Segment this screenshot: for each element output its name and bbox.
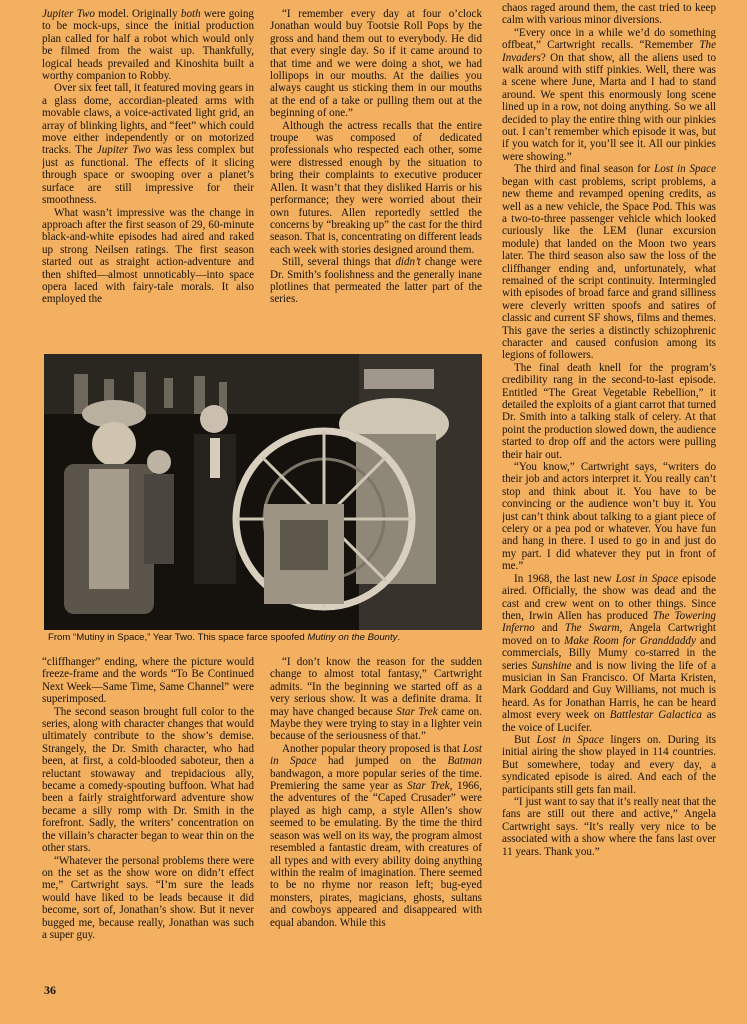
paragraph bbox=[502, 163, 716, 362]
paragraph: Although the actress recalls that the entire troupe was composed of dedicated professionals who respected each other, some were distressed enough by the situation to bring their complaints to executive producer Allen. It wasn’t that they disliked Harris or his performance; they were worried about their own futures. Allen reportedly settled the concerns by “breaking up” the cast for the third season. That is, concentrating on different leads each week with stories designed around them. bbox=[270, 119, 482, 256]
photo-caption: From “Mutiny in Space,” Year Two. This space farce spoofed Mutiny on the Bounty. bbox=[48, 632, 401, 643]
emphasis: Lost in Space bbox=[270, 742, 482, 768]
paragraph bbox=[270, 743, 482, 929]
film-still-photo bbox=[44, 354, 482, 630]
paragraph bbox=[270, 256, 482, 306]
paragraph-text: and bbox=[541, 622, 558, 635]
emphasis: Battlestar Galactica bbox=[609, 709, 702, 722]
emphasis: The Invaders bbox=[502, 39, 716, 64]
paragraph-text: Still, several things that bbox=[282, 256, 392, 269]
emphasis: Jupiter Two bbox=[96, 144, 151, 157]
emphasis: Batman bbox=[447, 755, 482, 768]
paragraph-text: “Every once in a while we’d do something offbeat,” Cartwright recalls. “Remember bbox=[502, 26, 716, 52]
paragraph-text: episode aired. Officially, the show was dead and the cast and crew went on to other things. Since then, Irwin Allen has produced bbox=[502, 572, 716, 622]
paragraph bbox=[502, 573, 716, 734]
paragraph-text: and is now living the life of a musician in San Francisco. Of Marta Kristen, Mark Goddard and Guy Williams, not much is heard. As for Jonathan Harris, he can be heard almost every week on bbox=[502, 659, 716, 722]
paragraph: “You know,” Cartwright says, “writers do their job and actors interpret it. You really can’t stop and think about it. You have to be convincing or the audience won’t buy it. You just can’t think about talking to a giant piece of celery or a pea pod or whatever. You have fun and hang in there. I used to go in and just do my part. I did whatever they put in front of me.” bbox=[502, 461, 716, 573]
paragraph bbox=[42, 8, 254, 82]
column-2-top bbox=[270, 8, 482, 352]
paragraph bbox=[502, 27, 716, 163]
emphasis: Sunshine bbox=[531, 659, 572, 672]
emphasis: The Swarm, bbox=[564, 622, 623, 635]
paragraph-text: The third and final season for bbox=[514, 163, 651, 176]
paragraph-text: was less complex but just as functional. The effects of it slicing through space or swooping over a planet’s surface are still impressive for their smoothness. bbox=[42, 144, 254, 207]
emphasis: Make Room for Granddaddy bbox=[564, 634, 696, 647]
paragraph: The second season brought full color to the series, along with character changes that would ultimately contribute to the show’s demise. Strangely, the Dr. Smith character, who had been, at first, a cold-blooded saboteur, then a reluctant stowaway and trepidacious ally, became a comedy-spouting buffoon. What had been a fairly straightforward adventure show became a silly romp with Dr. Smith in the forefront. Sadly, the writers’ concentration on the villain’s character began to wear thin on the other stars. bbox=[42, 705, 254, 855]
paragraph-text: 1966, the adventures of the “Caped Crusader” were played as high camp, a style Allen’s show seemed to be emulating. By the time the third season was well on its way, the program almost resembled a fantastic dream, with creatures of all types and with every ability doing anything within the realm of imagination. There seemed to be no rhyme nor reason left; bug-eyed monsters, pirates, magicians, ghosts, sultans and cowboys appeared and disappeared with equal abandon. While this bbox=[270, 780, 482, 929]
column-1-top bbox=[42, 8, 254, 352]
emphasis: Lost in Space bbox=[615, 572, 679, 585]
emphasis: The Towering Inferno bbox=[502, 609, 716, 635]
column-2-bottom bbox=[270, 656, 482, 982]
paragraph-text: began with cast problems, script problems, a new theme and revamped opening credits, as well as a new vehicle, the Space Pod. This was a two-to-three passenger vehicle which looked curiously like the LEM (lunar excursion module) that landed on the Moon two years later. The third season also saw the loss of the cliffhanger ending and, unfortunately, what remained of the script continuity. Intermingled with episodes of broad farce and grand silliness were cleverly written spoofs and satires of classic and current SF shows, films and themes. This gave the series a distinctly schizophrenic character and caused confusion among its legions of followers. bbox=[502, 175, 716, 362]
emphasis: Lost in Space bbox=[654, 163, 716, 176]
paragraph bbox=[270, 656, 482, 743]
caption-text: From “Mutiny in Space,” Year Two. This space farce spoofed bbox=[48, 632, 305, 643]
paragraph-text: In 1968, the last new bbox=[514, 572, 612, 585]
paragraph: “cliffhanger” ending, where the picture would freeze-frame and the words “To Be Continued Next Week—Same Time, Same Channel” were superimposed. bbox=[42, 656, 254, 706]
paragraph bbox=[502, 734, 716, 796]
paragraph: “I remember every day at four o’clock Jonathan would buy Tootsie Roll Pops by the gross and hand them out to everybody. He did that every single day. So if it came around to that time and we were doing a shot, we had lollipops in our mouths. At the dailies you always caught us sticking them in our mouths at the end of a take or pulling them out at the beginning of one.” bbox=[270, 8, 482, 120]
emphasis: didn’t bbox=[395, 256, 421, 269]
photo-illustration bbox=[44, 354, 482, 630]
paragraph-text: came on. Maybe they were trying to stay in a lighter vein because of the seriousness of that.” bbox=[270, 705, 482, 743]
paragraph-text: as the voice of Lucifer. bbox=[502, 709, 716, 734]
paragraph: “Whatever the personal problems there were on the set as the show wore on didn’t effect me,” Cartwright says. “I’m sure the leads would have liked to be leads because it did become, sort of, Jonathan’s show. But it never bugged me, because really, Jonathan was such a super guy. bbox=[42, 854, 254, 941]
paragraph-text: and commercials, Billy Mumy co-starred in the series bbox=[502, 634, 716, 672]
paragraph-text: lingers on. During its initial airing the show played in 114 countries. But somewhere, today and every day, a syndicated episode is aired. And each of the participants still gets fan mail. bbox=[502, 733, 716, 796]
column-1-bottom bbox=[42, 656, 254, 982]
paragraph-text: model. Originally both were going to be mock-ups, since the initial production plan called for half a robot which would only be filmed from the waist up. Thankfully, logical heads prevailed and Kinoshita built a worthy companion to Robby. bbox=[42, 8, 254, 83]
emphasis: Lost in Space bbox=[536, 733, 604, 746]
paragraph-text: “I don’t know the reason for the sudden change to almost total fantasy,” Cartwright admits. “In the beginning we started off as a very serious show. It was a definite drama. It may have changed because bbox=[270, 656, 482, 718]
paragraph-text: ? On that show, all the aliens used to walk around with stiff pinkies. Well, there was a scene where June, Marta and I had to stand around. We spent this enormously long scene lined up in a row, not doing anything. So we all decided to play the entire thing with our pinkies out. I can’t remember which episode it was, but if you watch for it, you’ll see it. All our pinkies were showing.” bbox=[502, 51, 716, 163]
paragraph-text: Angela Cartwright moved on to bbox=[502, 622, 716, 647]
paragraph-text: Over six feet tall, it featured moving gears in a glass dome, accordian-pleated arms with movable claws, a voice-activated light grid, an array of blinking lights, and “feet” which could move either independently or on motorized tracks. The bbox=[42, 82, 254, 157]
paragraph: What wasn’t impressive was the change in approach after the first season of 29, 60-minute black-and-white episodes had aired and raked up strong Neilsen ratings. The first season started out as straight action-adventure and then shifted—almost unnoticably—into space opera laced with fairy-tale morals. It also employed the bbox=[42, 206, 254, 306]
emphasis: Star Trek bbox=[396, 705, 438, 718]
caption-emphasis: Mutiny on the Bounty bbox=[307, 632, 398, 643]
paragraph-text: But bbox=[514, 733, 531, 746]
paragraph: The final death knell for the program’s credibility rang in the second-to-last episode. Entitled “The Great Vegetable Rebellion,” it detailed the exploits of a giant carrot that turned Dr. Smith into a talking stalk of celery. At that point the production slowed down, the audience started to drop off and the actors were pulling their hair out. bbox=[502, 361, 716, 461]
paragraph-text: Another popular theory proposed is that bbox=[282, 742, 460, 755]
emphasis: Star Trek, bbox=[407, 780, 453, 793]
emphasis: both bbox=[180, 8, 201, 20]
page-number: 36 bbox=[44, 983, 56, 997]
paragraph-text: bandwagon, a more popular series of the time. Premiering the same year as bbox=[270, 767, 482, 793]
paragraph-text: change were Dr. Smith’s foolishness and the generally inane plotlines that permeated the latter part of the series. bbox=[270, 256, 482, 306]
column-3 bbox=[502, 2, 716, 980]
paragraph bbox=[42, 82, 254, 206]
emphasis: Jupiter Two bbox=[42, 8, 95, 20]
paragraph: “I just want to say that it’s really neat that the fans are still out there and active,” Angela Cartwright says. “It’s really very nice to be associated with a show where the fans last over 11 years. Thank you.” bbox=[502, 796, 716, 858]
paragraph-text: had jumped on the bbox=[327, 755, 437, 768]
paragraph: chaos raged around them, the cast tried to keep calm with various minor diversions. bbox=[502, 2, 716, 27]
